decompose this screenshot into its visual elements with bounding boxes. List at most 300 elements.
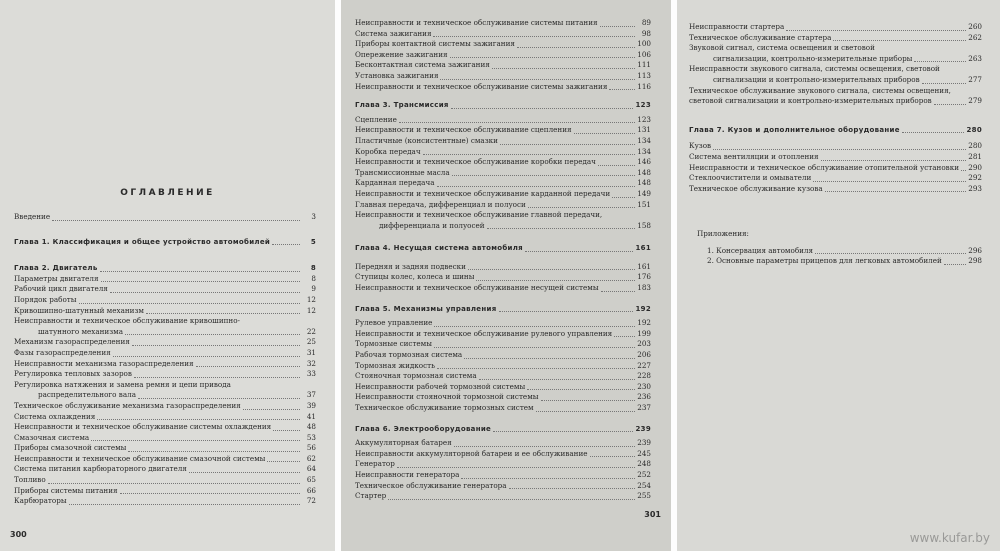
page-number: 148 [637, 167, 651, 177]
toc-entry [355, 392, 651, 403]
page-number: 230 [637, 381, 651, 391]
entry-title: Глава 6. Электрооборудование [355, 424, 492, 433]
entry-title: Система питания карбюраторного двигателя [14, 464, 187, 474]
dot-leader [433, 36, 635, 37]
toc-entry [355, 39, 651, 50]
dot-leader [464, 358, 635, 359]
toc-entry [355, 50, 651, 61]
entry-title: Стояночная тормозная система [355, 371, 477, 381]
page-number: 146 [637, 157, 651, 167]
dot-leader [132, 345, 300, 346]
dot-leader [815, 253, 966, 254]
entry-title: Рулевое управление [355, 318, 433, 328]
toc-entry [689, 86, 982, 97]
entry-title: Техническое обслуживание кузова [689, 183, 823, 193]
page-number: 293 [968, 183, 982, 193]
toc-entry [689, 173, 982, 184]
entry-title: Глава 5. Механизмы управления [355, 304, 497, 313]
page-number: 206 [637, 350, 651, 360]
page-number: 12 [306, 294, 316, 304]
dot-leader [914, 61, 966, 62]
dot-leader [598, 165, 635, 166]
toc-entry [355, 221, 651, 232]
page-number: 116 [637, 81, 651, 91]
appendix-heading: Приложения: [697, 229, 749, 238]
dot-leader [786, 30, 966, 31]
left-toc-list [14, 212, 316, 507]
entry-title: Глава 4. Несущая система автомобиля [355, 244, 523, 253]
entry-title: Техническое обслуживание генератора [355, 480, 507, 490]
page-number: 254 [637, 480, 651, 490]
toc-entry [14, 295, 316, 306]
entry-title: Техническое обслуживание тормозных систем [355, 403, 534, 412]
entry-title: Техническое обслуживание звукового сигнала, системы освещения, [689, 85, 951, 95]
toc-entry [355, 168, 651, 179]
toc-entry [689, 43, 982, 54]
left-page [0, 0, 335, 551]
entry-title: Тормозные системы [355, 339, 432, 349]
toc-entry [689, 54, 982, 65]
toc-entry [689, 75, 982, 86]
page-number: 62 [306, 453, 316, 463]
toc-entry [355, 272, 651, 283]
entry-title: шатунного механизма [38, 326, 124, 336]
entry-title: Глава 7. Кузов и дополнительное оборудование [689, 125, 900, 134]
entry-title: Параметры двигателя [14, 273, 99, 283]
toc-entry [689, 152, 982, 163]
toc-entry [14, 475, 316, 486]
entry-title: Неисправности и техническое обслуживание кривошипно- [14, 316, 240, 326]
dot-leader [813, 181, 966, 182]
page-number: 22 [306, 326, 316, 336]
dot-leader [500, 144, 635, 145]
dot-leader [600, 26, 635, 27]
entry-title: Карбюраторы [14, 496, 67, 506]
toc-entry [355, 200, 651, 211]
toc-entry [355, 283, 651, 294]
toc-entry [355, 178, 651, 189]
entry-title: сигнализации, контрольно-измерительные приборы [713, 53, 913, 63]
toc-entry [355, 459, 651, 470]
entry-title: Кривошипно-шатунный механизм [14, 305, 144, 315]
dot-leader [440, 79, 635, 80]
page-number: 72 [306, 496, 316, 506]
entry-title: Неисправности и техническое обслуживание коробки передач [355, 157, 596, 167]
entry-title: Аккумуляторная батарея [355, 438, 452, 448]
dot-leader [527, 389, 635, 390]
dot-leader [525, 251, 634, 252]
dot-leader [614, 336, 635, 337]
page-number: 161 [637, 261, 651, 271]
page-number: 123 [635, 101, 651, 110]
left-folio: 300 [10, 530, 27, 539]
page-number: 53 [306, 432, 316, 442]
dot-leader [492, 68, 635, 69]
toc-entry [355, 29, 651, 40]
entry-title: Передняя и задняя подвески [355, 261, 466, 271]
toc-entry [355, 382, 651, 393]
page-number: 33 [306, 369, 316, 379]
toc-entry [689, 141, 982, 152]
dot-leader [399, 122, 635, 123]
toc-entry [355, 361, 651, 372]
dot-leader [69, 504, 300, 505]
entry-title: Звуковой сигнал, система освещения и световой [689, 43, 875, 53]
toc-entry [689, 96, 982, 107]
page-number: 239 [635, 424, 651, 433]
page-number: 252 [637, 469, 651, 479]
entry-title: Неисправности рабочей тормозной системы [355, 381, 526, 391]
dot-leader [479, 379, 635, 380]
entry-title: Неисправности и техническое обслуживание главной передачи, [355, 210, 603, 220]
chapter-heading [355, 424, 651, 435]
page-number: 12 [306, 305, 316, 315]
toc-entry [14, 306, 316, 317]
middle-toc-list [355, 18, 651, 502]
page-number: 8 [310, 264, 316, 273]
toc-entry [355, 136, 651, 147]
dot-leader [110, 292, 300, 293]
entry-title: Глава 2. Двигатель [14, 264, 98, 273]
toc-entry [355, 262, 651, 273]
toc-entry [14, 433, 316, 444]
toc-entry [355, 329, 651, 340]
toc-entry [355, 438, 651, 449]
page-number: 41 [306, 411, 316, 421]
dot-leader [961, 170, 966, 171]
entry-title: распределительного вала [38, 390, 136, 400]
entry-title: Порядок работы [14, 294, 77, 304]
page-number: 113 [637, 70, 651, 80]
page-number: 236 [637, 392, 651, 402]
page-number: 192 [635, 304, 651, 313]
dot-leader [825, 191, 966, 192]
entry-title: Система охлаждения [14, 411, 96, 421]
page-number: 100 [637, 39, 651, 49]
toc-entry [689, 184, 982, 195]
toc-entry [355, 60, 651, 71]
dot-leader [243, 409, 300, 410]
dot-leader [128, 451, 300, 452]
page-number: 9 [311, 284, 316, 294]
entry-title: Неисправности генератора [355, 469, 460, 479]
toc-entry [355, 115, 651, 126]
chapter-heading [355, 304, 651, 315]
chapter-heading [14, 237, 316, 248]
dot-leader [590, 456, 636, 457]
entry-title: Регулировка тепловых зазоров [14, 369, 132, 379]
chapter-heading [355, 100, 651, 111]
page-number: 280 [966, 125, 982, 134]
entry-title: Регулировка натяжения и замена ремня и цепи привода [14, 379, 231, 389]
entry-title: Кузов [689, 141, 712, 151]
toc-entry [14, 212, 316, 223]
toc-entry [355, 157, 651, 168]
dot-leader [101, 281, 300, 282]
entry-title: Приборы контактной системы зажигания [355, 39, 515, 49]
page-number: 123 [637, 114, 651, 124]
entry-title: Тормозная жидкость [355, 360, 436, 370]
entry-title: Неисправности и техническое обслуживание рулевого управления [355, 328, 613, 338]
toc-entry [14, 443, 316, 454]
toc-entry [14, 337, 316, 348]
dot-leader [536, 411, 635, 412]
dot-leader [434, 347, 635, 348]
dot-leader [493, 431, 633, 432]
entry-title: Неисправности аккумуляторной батареи и ее обслуживание [355, 448, 588, 458]
toc-entry [14, 369, 316, 380]
page-number: 106 [637, 49, 651, 59]
dot-leader [48, 483, 300, 484]
page-number: 8 [311, 273, 316, 283]
page-number: 149 [637, 188, 651, 198]
middle-page [341, 0, 671, 551]
page-number: 65 [306, 475, 316, 485]
dot-leader [934, 104, 966, 105]
page-number: 245 [637, 448, 651, 458]
dot-leader [609, 89, 635, 90]
dot-leader [944, 264, 966, 265]
middle-folio: 301 [644, 510, 661, 519]
toc-entry [355, 350, 651, 361]
toc-title: ОГЛАВЛЕНИЕ [120, 188, 215, 198]
page-number: 277 [968, 74, 982, 84]
entry-title: Механизм газораспределения [14, 337, 130, 347]
page-number: 290 [968, 162, 982, 172]
toc-entry [14, 422, 316, 433]
toc-entry [355, 125, 651, 136]
dot-leader [451, 108, 634, 109]
entry-title: световой сигнализации и контрольно-измерительных приборов [689, 96, 932, 106]
page-number: 158 [637, 220, 651, 230]
page-number: 32 [306, 358, 316, 368]
page-number: 37 [306, 390, 316, 400]
dot-leader [499, 311, 634, 312]
chapter-heading [14, 263, 316, 274]
entry-title: Стартер [355, 491, 387, 501]
page-number: 39 [306, 400, 316, 410]
entry-title: Система вентиляции и отопления [689, 151, 819, 161]
toc-entry [14, 412, 316, 423]
entry-title: Трансмиссионные масла [355, 167, 450, 177]
toc-entry [14, 464, 316, 475]
page-number: 280 [968, 141, 982, 151]
entry-title: Введение [14, 212, 51, 221]
toc-entry [14, 401, 316, 412]
chapter-heading [689, 125, 982, 136]
dot-leader [120, 493, 300, 494]
page-number: 248 [637, 459, 651, 469]
page-number: 237 [637, 403, 651, 412]
page-number: 3 [311, 212, 316, 221]
entry-title: 2. Основные параметры прицепов для легковых автомобилей [707, 256, 942, 266]
dot-leader [146, 313, 300, 314]
toc-entry [14, 390, 316, 401]
page-number: 281 [968, 151, 982, 161]
toc-entry [707, 246, 982, 257]
toc-entry [355, 189, 651, 200]
entry-title: Техническое обслуживание механизма газораспределения [14, 400, 241, 410]
dot-leader [273, 430, 300, 431]
page-number: 298 [968, 256, 982, 266]
entry-title: Неисправности и техническое обслуживание системы зажигания [355, 81, 608, 91]
page-number: 192 [637, 318, 651, 328]
entry-title: Пластичные (консистентные) смазки [355, 135, 498, 145]
toc-entry [355, 318, 651, 329]
dot-leader [541, 400, 636, 401]
toc-entry [355, 449, 651, 460]
entry-title: Неисправности и техническое обслуживание несущей системы [355, 283, 599, 293]
page-number: 131 [637, 125, 651, 135]
toc-entry [355, 403, 651, 414]
entry-title: сигнализации и контрольно-измерительных приборов [713, 74, 920, 84]
entry-title: Смазочная система [14, 432, 90, 442]
entry-title: Установка зажигания [355, 70, 439, 80]
page-number: 239 [637, 438, 651, 448]
entry-title: Топливо [14, 475, 46, 485]
dot-leader [476, 280, 635, 281]
page-number: 89 [641, 18, 651, 27]
right-page [677, 0, 1000, 551]
dot-leader [196, 366, 300, 367]
entry-title: Ступицы колес, колеса и шины [355, 272, 475, 282]
page-number: 134 [637, 135, 651, 145]
page-number: 262 [968, 32, 982, 42]
dot-leader [509, 488, 635, 489]
dot-leader [468, 269, 635, 270]
toc-entry [14, 486, 316, 497]
page-number: 64 [306, 464, 316, 474]
entry-title: Система зажигания [355, 28, 432, 38]
entry-title: Сцепление [355, 114, 397, 124]
page-number: 255 [637, 491, 651, 501]
dot-leader [138, 398, 300, 399]
entry-title: Бесконтактная система зажигания [355, 60, 490, 70]
page-number: 31 [306, 347, 316, 357]
dot-leader [437, 368, 635, 369]
toc-entry [14, 284, 316, 295]
dot-leader [821, 160, 966, 161]
toc-entry [355, 339, 651, 350]
page-number: 48 [306, 422, 316, 432]
toc-entry [14, 380, 316, 391]
dot-leader [97, 419, 300, 420]
toc-entry [14, 316, 316, 327]
page-number: 228 [637, 371, 651, 381]
dot-leader [125, 334, 300, 335]
dot-leader [461, 478, 635, 479]
entry-title: Техническое обслуживание стартера [689, 32, 832, 42]
dot-leader [601, 291, 635, 292]
entry-title: Неисправности стартера [689, 22, 785, 31]
dot-leader [100, 271, 300, 272]
toc-entry [14, 496, 316, 507]
page-number: 161 [635, 244, 651, 253]
dot-leader [454, 446, 635, 447]
dot-leader [388, 499, 635, 500]
toc-entry [355, 491, 651, 502]
toc-entry [14, 327, 316, 338]
dot-leader [189, 472, 300, 473]
entry-title: Неисправности и техническое обслуживание карданной передачи [355, 188, 611, 198]
entry-title: Генератор [355, 459, 395, 469]
entry-title: Глава 3. Трансмиссия [355, 101, 449, 110]
dot-leader [423, 154, 635, 155]
dot-leader [612, 197, 635, 198]
page-number: 25 [306, 337, 316, 347]
entry-title: Неисправности и техническое обслуживание смазочной системы [14, 453, 266, 463]
toc-entry [355, 18, 651, 29]
toc-entry [355, 82, 651, 93]
dot-leader [922, 83, 966, 84]
toc-entry [689, 33, 982, 44]
entry-title: Приборы системы питания [14, 485, 118, 495]
entry-title: Глава 1. Классификация и общее устройство автомобилей [14, 237, 271, 246]
page-number: 203 [637, 339, 651, 349]
toc-entry [355, 71, 651, 82]
entry-title: Неисправности и техническое обслуживание системы охлаждения [14, 422, 272, 432]
page-number: 279 [968, 96, 982, 106]
dot-leader [113, 356, 300, 357]
entry-title: Неисправности и техническое обслуживание системы питания [355, 18, 598, 27]
dot-leader [52, 220, 300, 221]
page-number: 292 [968, 173, 982, 183]
entry-title: Фазы газораспределения [14, 347, 111, 357]
page-number: 263 [968, 53, 982, 63]
toc-entry [355, 210, 651, 221]
dot-leader [902, 132, 965, 133]
watermark: www.kufar.by [909, 531, 990, 545]
toc-entry [14, 348, 316, 359]
entry-title: Неисправности механизма газораспределения [14, 358, 194, 368]
dot-leader [91, 440, 300, 441]
dot-leader [437, 186, 636, 187]
page-number: 151 [637, 199, 651, 209]
page-number: 296 [968, 245, 982, 255]
entry-title: Неисправности стояночной тормозной системы [355, 392, 539, 402]
dot-leader [452, 175, 635, 176]
dot-leader [487, 228, 635, 229]
dot-leader [397, 467, 635, 468]
page-number: 134 [637, 146, 651, 156]
page-number: 199 [637, 328, 651, 338]
dot-leader [134, 377, 300, 378]
entry-title: Опережение зажигания [355, 49, 448, 59]
page-number: 5 [310, 237, 316, 246]
toc-entry [355, 470, 651, 481]
appendix [697, 229, 982, 267]
toc-entry [689, 22, 982, 33]
entry-title: Карданная передача [355, 178, 435, 188]
page-number: 227 [637, 360, 651, 370]
entry-title: Главная передача, дифференциал и полуоси [355, 199, 526, 209]
toc-entry [707, 256, 982, 267]
appendix-list [697, 246, 982, 267]
dot-leader [713, 149, 966, 150]
dot-leader [267, 461, 300, 462]
dot-leader [272, 244, 300, 245]
page-number: 260 [968, 22, 982, 31]
dot-leader [450, 57, 635, 58]
entry-title: Рабочая тормозная система [355, 350, 463, 360]
dot-leader [528, 207, 635, 208]
toc-entry [355, 481, 651, 492]
right-toc-list [689, 22, 982, 194]
page-number: 176 [637, 272, 651, 282]
entry-title: Неисправности звукового сигнала, системы освещения, световой [689, 64, 940, 74]
entry-title: Приборы смазочной системы [14, 443, 127, 453]
entry-title: дифференциала и полуосей [379, 220, 485, 230]
